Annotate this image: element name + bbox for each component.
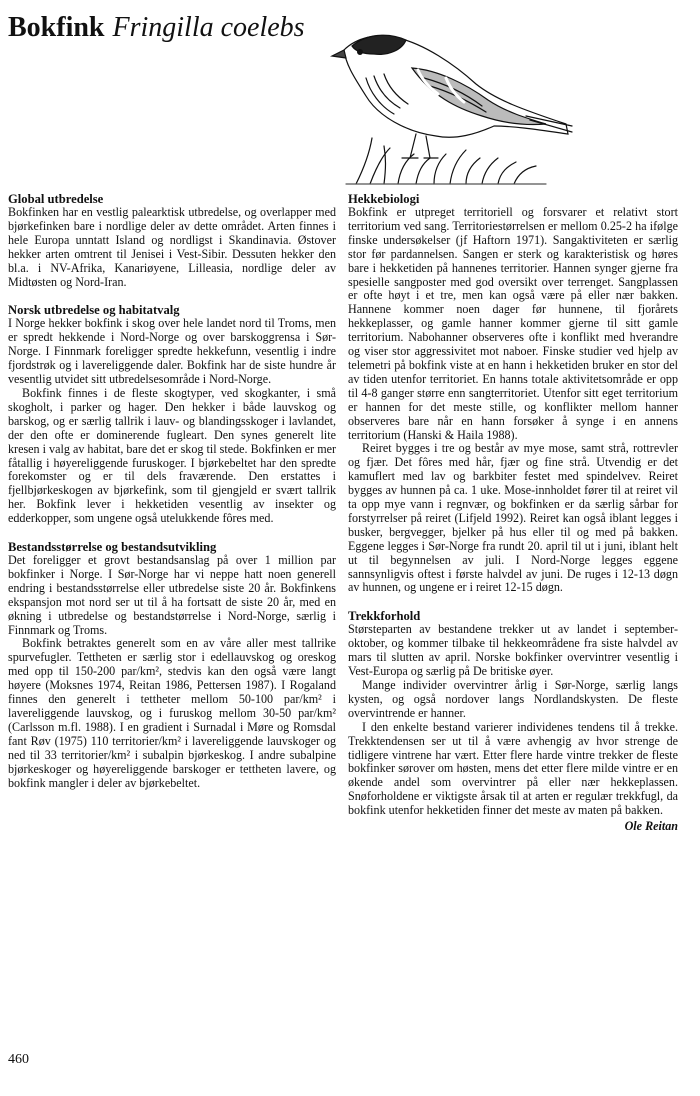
right-column: [348, 192, 678, 848]
section-global-distribution: [8, 192, 336, 289]
chaffinch-illustration: [326, 8, 580, 186]
section-breeding-biology: [348, 192, 678, 595]
paragraph: Størsteparten av bestandene trekker ut av landet i september-oktober, og kommer tilbake til hekkeområdene fra siste halvdel av mars til slutten av april. Norske bokfinker overvintrer vesentlig i Vest-Europa og særlig på De britiske øyer.: [348, 622, 678, 679]
paragraph: I Norge hekker bokfink i skog over hele landet nord til Troms, men er spredt hekkende i Nord-Norge og over barskoggrensa i Sør-Norge. I Finnmark foreligger spredte hekkefunn, vesentlig i indre fjordstrøk og i lavereliggende daler. Bokfink har de siste hundre år vesentlig utvidet sitt utbredelsesområde i Nord-Norge.: [8, 316, 336, 387]
author-signature: Ole Reitan: [624, 819, 678, 834]
section-heading: Hekkebiologi: [348, 192, 420, 206]
paragraph: Bokfinken har en vestlig palearktisk utbredelse, og overlapper med bjørkefinken bare i nordlige deler av dette området. Arten finnes i hele Europa unntatt Island og nordligst i Skandinavia. Østover hekker arten omtrent til Jenisei i Vest-Sibir. Dessuten hekker den bl.a. i NV-Afrika, Kanariøyene, Lilleasia, nordlige deler av Midtøsten og Nord-Iran.: [8, 205, 336, 289]
section-heading: Norsk utbredelse og habitatvalg: [8, 303, 180, 318]
section-heading: Trekkforhold: [348, 609, 421, 624]
section-population: [8, 540, 336, 790]
paragraph: Det foreligger et grovt bestandsanslag på over 1 million par bokfinker i Norge. I Sør-Norge har vi neppe hatt noen generell endring i bestandsstørrelse eller utbredelse siste 20 år. Bokfinkens ekspansjon mot nord ser ut til å ha fortsatt de siste 20 år, med en økning i utbredelse og bestandstørrelse i Nord-Norge, særlig i Finnmark og Troms.: [8, 553, 336, 637]
page-number: 460: [8, 1052, 29, 1067]
section-heading: Global utbredelse: [8, 192, 104, 206]
species-name: Bokfink: [8, 12, 105, 43]
species-title: [8, 12, 305, 44]
paragraph: I den enkelte bestand varierer individenes tendens til å trekke. Trekktendensen ser ut til å være avhengig av hvor strenge de tidligere vintrene har vært. Etter flere harde vintre trekker de fleste bokfinker sørover om høsten, mens det etter flere milde vintre er en økende andel som overvintrer på eller nær hekkeplassen. Snøforholdene er viktigste årsak til at arten er regulær trekkfugl, da bokfink utenfor hekketiden finner det meste av maten på bakken.: [348, 719, 678, 818]
section-heading: Bestandsstørrelse og bestandsutvikling: [8, 540, 217, 555]
paragraph: Bokfink er utpreget territoriell og forsvarer et relativt stort territorium ved sang. Territoriestørrelsen er mellom 0.25-2 ha ifølge finske undersøkelser (jf Haftorn 1971). Sangaktiviteten er særlig stor før pardannelsen. Sangen er sterk og karakteristisk og høres bare i hekketiden på hannenes territorier. Hannen synger gjerne fra spesielle sangposter med god oversikt over terrenget. Sangplassen er ofte høyt i et tre, men kan også være på eller nær bakken. Hannene kommer noen dager før hunnene, til fjorårets hekkeplasser, og gamle hanner kommer gjerne til sitt gamle territorium. Nabohanner observeres ofte i konflikt med hverandre og viser stor aggressivitet mot naboer. Finske studier ved hjelp av telemetri på bokfink viste at en hann i hekketiden bruker en stor del av tiden utenfor territoriet. En hanns totale aktivitetsområde er opp til 4-8 ganger større enn sangterritoriet. Utenfor sitt eget territorium er hannen for det meste stille, og konflikter mellom hanner observeres bare når en hann forsøker å synge i en annens territorium (Hanski & Haila 1988).: [348, 205, 678, 442]
left-column: [8, 192, 336, 804]
section-norwegian-distribution: [8, 303, 336, 526]
section-migration: [348, 609, 678, 834]
paragraph: Mange individer overvintrer årlig i Sør-Norge, særlig langs kysten, og også nordover langs Nordlandskysten. De fleste overvintrende er hanner.: [348, 678, 678, 720]
paragraph: Bokfink finnes i de fleste skogtyper, ved skogkanter, i små skogholt, i parker og hager. Den hekker i både lauvskog og barskog, og er særlig tallrik i lauv- og blandingsskoger i lavlandet, der den ofte er dominerende fugleart. Den synes generelt lite kresen i valg av habitat, bare det er skog til stede. Bokfinken er mer fåtallig i høyereliggende furuskoger. I bjørkebeltet har den spredte forekomster og er til dels fraværende. Den erstattes i fjellbjørkeskogen av bjørkefink, som til gjengjeld er svært tallrik her. Bokfink lever i hekketiden vesentlig av insekter og edderkopper, som ungene også utelukkende fôres med.: [8, 385, 336, 526]
paragraph: Reiret bygges i tre og består av mye mose, samt strå, rottrevler og fjær. Det fôres med hår, fjær og fine strå. Utvendig er det kamuflert med lav og barkbiter festet med spindelvev. Reiret bygges av hunnen på ca. 1 uke. Mose-innholdet fører til at reiret vil ta opp mye vann i regnvær, og bokfinken er da særlig sårbar for forstyrrelser på reiret (Lifjeld 1992). Reiret kan også iblant legges i busker, bergvegger, bjelker på hus eller til og med på bakken. Eggene legges i Sør-Norge fra rundt 20. april til ut i juni, iblant helt ut til begynnelsen av juli. I Nord-Norge legges eggene sannsynligvis oftest i første halvdel av juni. De ruges i 12-13 døgn av hunnen, og ungene er i reiret 12-15 døgn.: [348, 441, 678, 595]
paragraph: Bokfink betraktes generelt som en av våre aller mest tallrike spurvefugler. Tettheten er særlig stor i edellauvskog og oreskog med opp til 150-200 par/km², stedvis kan den også være langt høyere (Moksnes 1974, Reitan 1986, Pettersen 1987). I Rogaland finnes den generelt i tettheter mellom 50-100 par/km² i lavereliggende lauvskog, og i furuskog mellom 30-50 par/km² (Carlsson m.fl. 1988). I en gradient i Surnadal i Møre og Romsdal fant Røv (1975) 110 territorier/km² i lavereliggende lauvskoger og ned til 33 territorier/km² i subalpin bjørkeskog. I andre subalpine bjørkeskoger og høyereliggende barskoger er tettheten lavere, og bokfink mangler i deler av bjørkebeltet.: [8, 636, 336, 790]
scientific-name: Fringilla coelebs: [112, 12, 305, 43]
